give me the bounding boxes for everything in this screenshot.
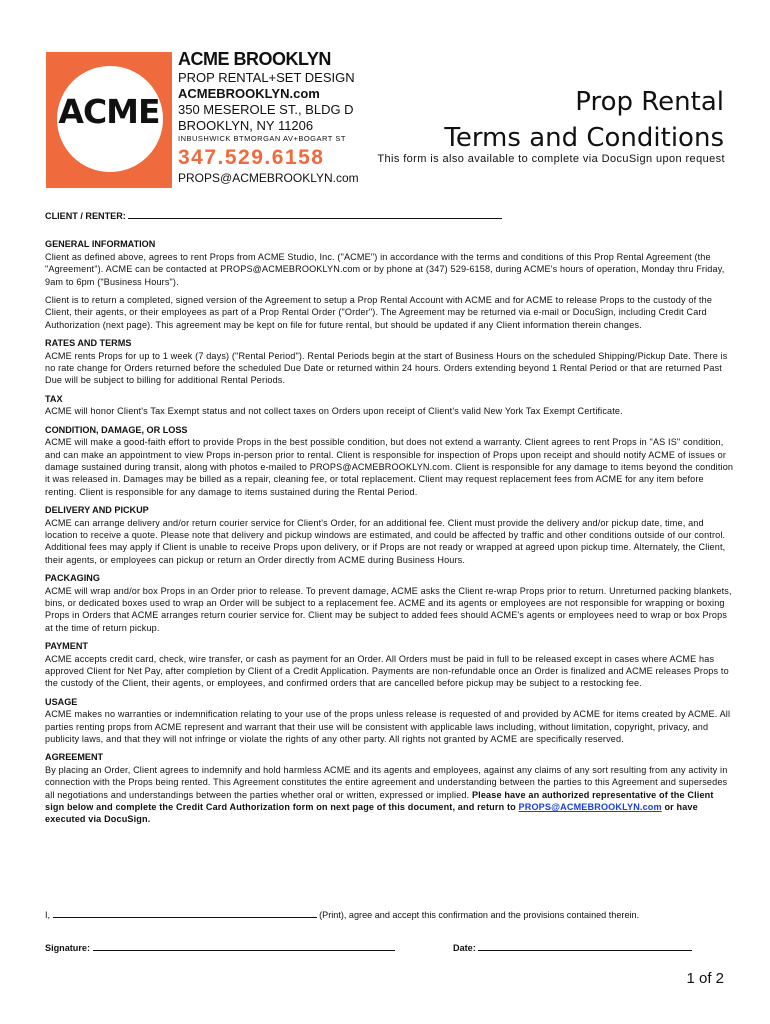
address-line-2: BROOKLYN, NY 11206 [178,118,314,133]
section-heading: TAX [45,393,63,404]
agreement-email-link[interactable]: PROPS@ACMEBROOKLYN.com [518,802,662,813]
section-paragraph: ACME rents Props for up to 1 week (7 days) ("Rental Period"). Rental Periods begin at the start of Business Hours on the scheduled Shipping/Pickup Date. There is no rate change for Orders returned before the scheduled Due Date or returned within 24 hours. Orders extending beyond 1 Rental Period or that are returned Past Due will be subject to billing for additional Rental Periods. [45,350,728,386]
client-renter-field[interactable] [128,209,502,219]
agreement-instruction: Please have an authorized representative of the Client sign below and complete the Credit Card Authorization form on next page of this document, and return to [45,789,714,813]
section-paragraph: ACME will wrap and/or box Props in an Order prior to release. To prevent damage, ACME asks the Client re-wrap Props prior to return. Unreturned packing blankets, bins, or dedicated boxes used to wrap an Order will be subject to a replacement fee. ACME and its agents or employees are not responsible for wrapping or boxing Props in Orders that ACME arranges return courier service for. Client may be subject to added fees should ACME's agents or employees need to wrap or box Props at the time of return pickup. [45,585,732,633]
terms-sections [45,238,735,745]
client-renter-label: CLIENT / RENTER: [45,211,126,221]
section-paragraph: ACME will honor Client's Tax Exempt status and not collect taxes on Orders upon receipt of Client's valid New York Tax Exempt Certificate. [45,406,623,417]
section-heading: CONDITION, DAMAGE, OR LOSS [45,424,188,435]
print-name-prefix: I, [45,910,51,920]
cross-streets: INBUSHWICK BTMORGAN AV+BOGART ST [178,134,346,143]
title-line-2: Terms and Conditions [444,123,724,153]
section-heading: GENERAL INFORMATION [45,239,156,250]
page-subtitle: This form is also available to complete via DocuSign upon request [377,153,725,165]
section-heading: DELIVERY AND PICKUP [45,505,149,516]
page-number: 1 of 2 [686,970,724,987]
date-row [453,941,692,953]
page-title [444,84,724,156]
section-paragraph: ACME accepts credit card, check, wire transfer, or cash as payment for an Order. All Orders must be paid in full to be released except in cases where ACME has approved Client for Net Pay, after completion by Client of a Credit Application. Payments are non-refundable once an Order is finalized and ACME releases Props to the custody of the Client, their agents, or employees, and confirmed orders that are cancelled before pickup may be subject to a restocking fee. [45,653,729,689]
company-name: ACME BROOKLYN [178,49,331,69]
section-paragraph: Client is to return a completed, signed version of the Agreement to setup a Prop Rental Account with ACME and for ACME to release Props to the custody of the Client, their agents, or their employees as part of a Prop Rental Order ("Order"). The Agreement may be returned via e-mail or DocuSign, including Credit Card Authorization (next page). This agreement may be kept on file for future rental, but should be updated if any Client information therein changes. [45,295,713,330]
section-heading: AGREEMENT [45,752,104,763]
section-paragraph: ACME can arrange delivery and/or return courier service for Client's Order, for an additional fee. Client must provide the delivery and/or pickup date, time, and location to receive a quote. Please note that delivery and pickup windows are estimated, and could be affected by traffic and other conditions outside of our control. Additional fees may apply if Client is unable to receive Props upon delivery, or if Props are not ready or wrapped at agreed upon pickup time. Alternately, the Client, their agents, or employees can pickup or return an Order directly from ACME during Business Hours. [45,517,726,565]
company-services: PROP RENTAL+SET DESIGN [178,70,355,85]
date-label: Date: [453,943,476,953]
section-heading: USAGE [45,696,78,707]
logo-text: ACME [58,92,160,131]
company-website[interactable]: ACMEBROOKLYN.com [178,86,320,101]
signature-row [45,941,395,953]
print-name-suffix: (Print), agree and accept this confirmation and the provisions contained therein. [319,910,640,920]
section-paragraph: Client as defined above, agrees to rent Props from ACME Studio, Inc. ("ACME") in accordance with the terms and conditions of this Prop Rental Agreement (the "Agreement"). ACME can be contacted at PROPS@ACMEBROOKLYN.com or by phone at (347) 529-6158, during ACME's hours of operation, Monday thru Friday, 9am to 6pm ("Business Hours"). [45,251,725,287]
agreement-text: By placing an Order, Client agrees to indemnify and hold harmless ACME and its agents and employees, against any claims of any sort resulting from any activity in connection with the Props being rented. This Agreement constitutes the entire agreement and understanding between the parties to this Agreement and supersedes all negotiations and understandings between the parties whether oral or written, expressed or implied. [45,764,728,800]
print-name-row [45,908,639,920]
agreement-instruction-end: or have executed via DocuSign. [45,802,698,825]
address-line-1: 350 MESEROLE ST., BLDG D [178,102,354,117]
company-phone: 347.529.6158 [178,145,325,169]
agreement-paragraph [45,764,735,826]
terms-body [45,209,735,832]
client-renter-row [45,209,735,222]
section-heading: PAYMENT [45,641,88,652]
company-email[interactable]: PROPS@ACMEBROOKLYN.com [178,170,359,185]
acme-logo [46,52,172,188]
title-line-1: Prop Rental [575,87,724,117]
section-paragraph: ACME will make a good-faith effort to provide Props in the best possible condition, but does not extend a warranty. Client agrees to rent Props in "AS IS" condition, and can make an appointment to view Props in-person prior to rental. Client is responsible for inspection of Props upon receipt and should notify ACME of issues or damage sustained during transit, along with photos e-mailed to PROPS@ACMEBROOKLYN.com. Client is responsible for any damage to items beyond the condition it was released in. Damages may be billed as a repair, cleaning fee, or total replacement. Client may request replacement fees from ACME for any item before renting. Client is responsible for any damage to items sustained during the Rental Period. [45,437,734,497]
signature-field[interactable] [93,941,395,951]
section-paragraph: ACME makes no warranties or indemnification relating to your use of the props unless release is requested of and provided by ACME for items created by ACME. All parties renting props from ACME represent and warrant that their use will be consistent with applicable laws including, without limitation, copyright, privacy, and publicity laws, and that they will not infringe or violate the rights of any other party. All rights not granted by ACME are specifically reserved. [45,709,731,745]
date-field[interactable] [478,941,692,951]
section-heading: PACKAGING [45,573,100,584]
section-heading: RATES AND TERMS [45,338,132,349]
contact-block [178,49,359,185]
signature-label: Signature: [45,943,90,953]
print-name-field[interactable] [53,908,317,918]
